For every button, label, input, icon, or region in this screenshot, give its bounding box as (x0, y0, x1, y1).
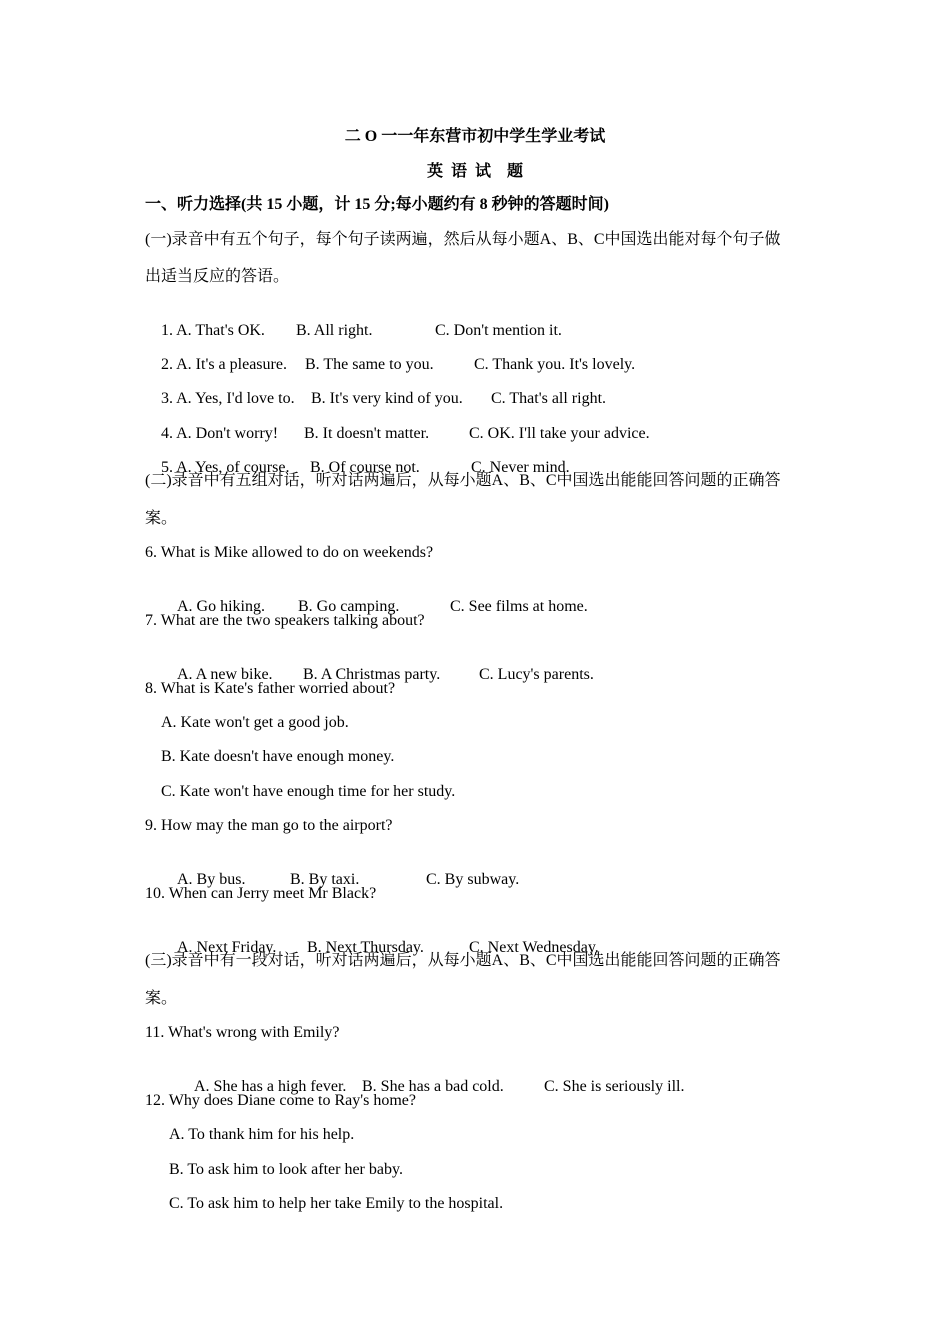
q11-option-b: B. She has a bad cold. (362, 1078, 504, 1095)
q7-option-c: C. Lucy's parents. (479, 666, 594, 683)
q4-option-c: C. OK. I'll take your advice. (469, 425, 650, 442)
question-10-stem: 10. When can Jerry meet Mr Black? (145, 885, 377, 902)
q3-option-a: 3. A. Yes, I'd love to. (161, 390, 295, 407)
q8-option-a: A. Kate won't get a good job. (161, 714, 349, 731)
q3-option-b: B. It's very kind of you. (311, 390, 463, 407)
q7-option-b: B. A Christmas party. (303, 666, 441, 683)
q6-option-c: C. See films at home. (450, 598, 588, 615)
q12-option-b: B. To ask him to look after her baby. (169, 1161, 403, 1178)
q3-option-c: C. That's all right. (491, 390, 607, 407)
q1-option-c: C. Don't mention it. (435, 322, 562, 339)
q7-option-a: A. A new bike. (177, 666, 273, 683)
part3-instruction-line1: (三)录音中有一段对话，听对话两遍后，从每小题A、B、C中国选出能能回答问题的正确答 (145, 952, 781, 969)
q5-option-c: C. Never mind. (471, 459, 570, 476)
q10-option-c: C. Next Wednesday. (469, 939, 599, 956)
q11-option-c: C. She is seriously ill. (544, 1078, 685, 1095)
q5-option-b: B. Of course not. (310, 459, 420, 476)
q9-option-c: C. By subway. (426, 871, 520, 888)
part1-instruction-line2: 出适当反应的答语。 (145, 268, 290, 285)
part2-instruction-line1: (二)录音中有五组对话，听对话两遍后，从每小题A、B、C中国选出能能回答问题的正确答 (145, 472, 781, 489)
q4-option-b: B. It doesn't matter. (304, 425, 430, 442)
part3-instruction-line2: 案。 (145, 990, 178, 1007)
question-11-stem: 11. What's wrong with Emily? (145, 1024, 340, 1041)
q11-option-a: A. She has a high fever. (194, 1078, 347, 1095)
question-7-stem: 7. What are the two speakers talking about? (145, 612, 425, 629)
q12-option-a: A. To thank him for his help. (169, 1126, 355, 1143)
q8-option-c: C. Kate won't have enough time for her study. (161, 783, 456, 800)
q2-option-a: 2. A. It's a pleasure. (161, 356, 287, 373)
exam-title: 二 O 一一年东营市初中学生学业考试 (344, 128, 606, 145)
q10-option-b: B. Next Thursday. (307, 939, 424, 956)
q2-option-b: B. The same to you. (305, 356, 434, 373)
q9-option-b: B. By taxi. (290, 871, 360, 888)
q8-option-b: B. Kate doesn't have enough money. (161, 748, 395, 765)
q6-option-b: B. Go camping. (298, 598, 400, 615)
q10-option-a: A. Next Friday. (177, 939, 277, 956)
question-8-stem: 8. What is Kate's father worried about? (145, 680, 396, 697)
part1-instruction-line1: (一)录音中有五个句子，每个句子读两遍，然后从每小题A、B、C中国选出能对每个句子做 (145, 231, 781, 248)
q4-option-a: 4. A. Don't worry! (161, 425, 279, 442)
q12-option-c: C. To ask him to help her take Emily to the hospital. (169, 1195, 504, 1212)
q9-option-a: A. By bus. (177, 871, 246, 888)
section-heading: 一、听力选择(共 15 小题，计 15 分;每小题约有 8 秒钟的答题时间) (145, 196, 609, 213)
part2-instruction-line2: 案。 (145, 510, 178, 527)
q1-option-a: 1. A. That's OK. (161, 322, 265, 339)
question-9-stem: 9. How may the man go to the airport? (145, 817, 393, 834)
q2-option-c: C. Thank you. It's lovely. (474, 356, 636, 373)
q6-option-a: A. Go hiking. (177, 598, 265, 615)
exam-subtitle: 英 语 试 题 (426, 163, 523, 180)
question-12-stem: 12. Why does Diane come to Ray's home? (145, 1092, 416, 1109)
q1-option-b: B. All right. (296, 322, 373, 339)
q5-option-a: 5. A. Yes, of course. (161, 459, 290, 476)
question-6-stem: 6. What is Mike allowed to do on weekends? (145, 544, 434, 561)
